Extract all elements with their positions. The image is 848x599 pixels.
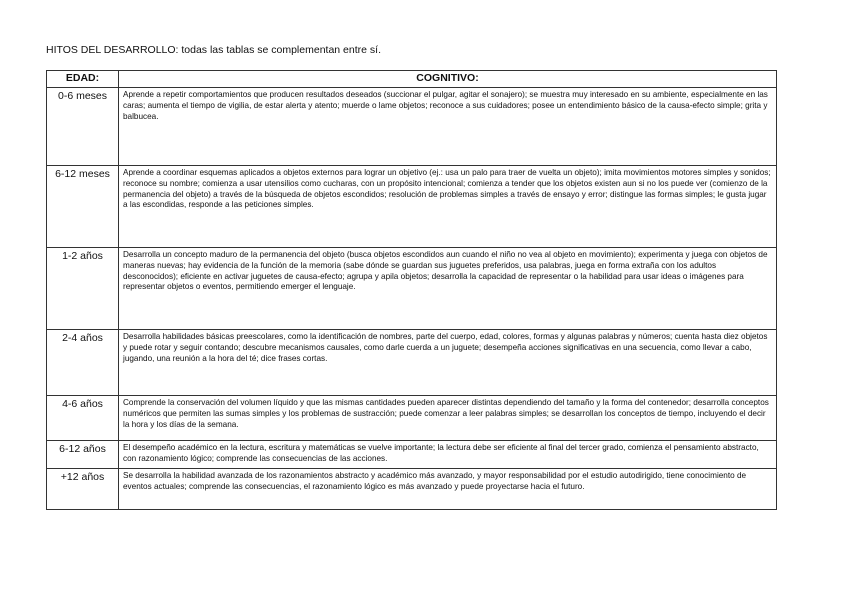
table-row	[47, 248, 777, 330]
age-cell: +12 años	[47, 469, 119, 510]
table-row	[47, 88, 777, 166]
age-cell: 0-6 meses	[47, 88, 119, 166]
age-cell: 1-2 años	[47, 248, 119, 330]
table-row	[47, 166, 777, 248]
table-header-row	[47, 71, 777, 88]
age-cell: 6-12 meses	[47, 166, 119, 248]
cognitive-cell: El desempeño académico en la lectura, escritura y matemáticas se vuelve importante; la lectura debe ser eficiente al final del tercer grado, comienza el pensamiento abstracto, con razonamiento lógico; comprende las consecuencias de las acciones.	[119, 441, 777, 469]
table-row	[47, 330, 777, 396]
document-title: HITOS DEL DESARROLLO: todas las tablas se complementan entre sí.	[46, 44, 381, 56]
table-row	[47, 441, 777, 469]
table-row	[47, 469, 777, 510]
cognitive-cell: Aprende a repetir comportamientos que producen resultados deseados (succionar el pulgar, agitar el sonajero); se muestra muy interesado en su ambiente, especialmente en las caras; aumenta el tiempo de vigilia, de estar alerta y atento; muerde o lame objetos; reconoce a sus cuidadores; posee un entendimiento básico de la causa-efecto simple; grita y balbucea.	[119, 88, 777, 166]
development-milestones-table	[46, 70, 777, 510]
age-cell: 6-12 años	[47, 441, 119, 469]
table-row	[47, 396, 777, 441]
cognitive-cell: Desarrolla un concepto maduro de la permanencia del objeto (busca objetos escondidos aun cuando el niño no vea al objeto en movimiento); experimenta y juega con objetos de maneras nuevas; hay evidencia de la función de la memoria (sabe dónde se guardan sus juguetes preferidos, usa palabras, juega en forma extraña con los adultos desconocidos); eficiente en activar juguetes de causa-efecto; agrupa y apila objetos; desarrolla la capacidad de representar o la habilidad para usar ideas o imágenes para representar objetos o eventos, permitiendo emerger el lenguaje.	[119, 248, 777, 330]
header-cognitive: COGNITIVO:	[119, 71, 777, 88]
age-cell: 2-4 años	[47, 330, 119, 396]
age-cell: 4-6 años	[47, 396, 119, 441]
cognitive-cell: Comprende la conservación del volumen líquido y que las mismas cantidades pueden aparecer distintas dependiendo del tamaño y la forma del contenedor; desarrolla conceptos numéricos que permiten las sumas simples y los problemas de sustracción; puede comenzar a leer palabras simples; se desarrollan los conceptos de tiempo, incluyendo el decir la hora y los días de la semana.	[119, 396, 777, 441]
header-age: EDAD:	[47, 71, 119, 88]
cognitive-cell: Se desarrolla la habilidad avanzada de los razonamientos abstracto y académico más avanzado, y mayor responsabilidad por el estudio autodirigido, tiene conocimiento de eventos actuales; comprende las consecuencias, el razonamiento lógico es más avanzado y puede proyectarse hacia el futuro.	[119, 469, 777, 510]
cognitive-cell: Aprende a coordinar esquemas aplicados a objetos externos para lograr un objetivo (ej.: usa un palo para traer de vuelta un objeto); imita movimientos motores simples y sonidos; reconoce su nombre; comienza a usar utensilios como cucharas, con un propósito intencional; comienza a tender que los objetos existen aun si no los puede ver (comienzo de la permanencia del objeto) a través de la búsqueda de objetos escondidos; resolución de problemas simples a través de ensayo y error; distingue las formas simples; le gusta jugar a las escondidas, responde a las peticiones simples.	[119, 166, 777, 248]
cognitive-cell: Desarrolla habilidades básicas preescolares, como la identificación de nombres, parte del cuerpo, edad, colores, formas y algunas palabras y números; cuenta hasta diez objetos y puede rotar y seguir contando; descubre mecanismos causales, como darle cuerda a un juguete; desempeña acciones significativas en una secuencia, como llevar a cabo, jugando, una reunión a la hora del té; dice frases cortas.	[119, 330, 777, 396]
